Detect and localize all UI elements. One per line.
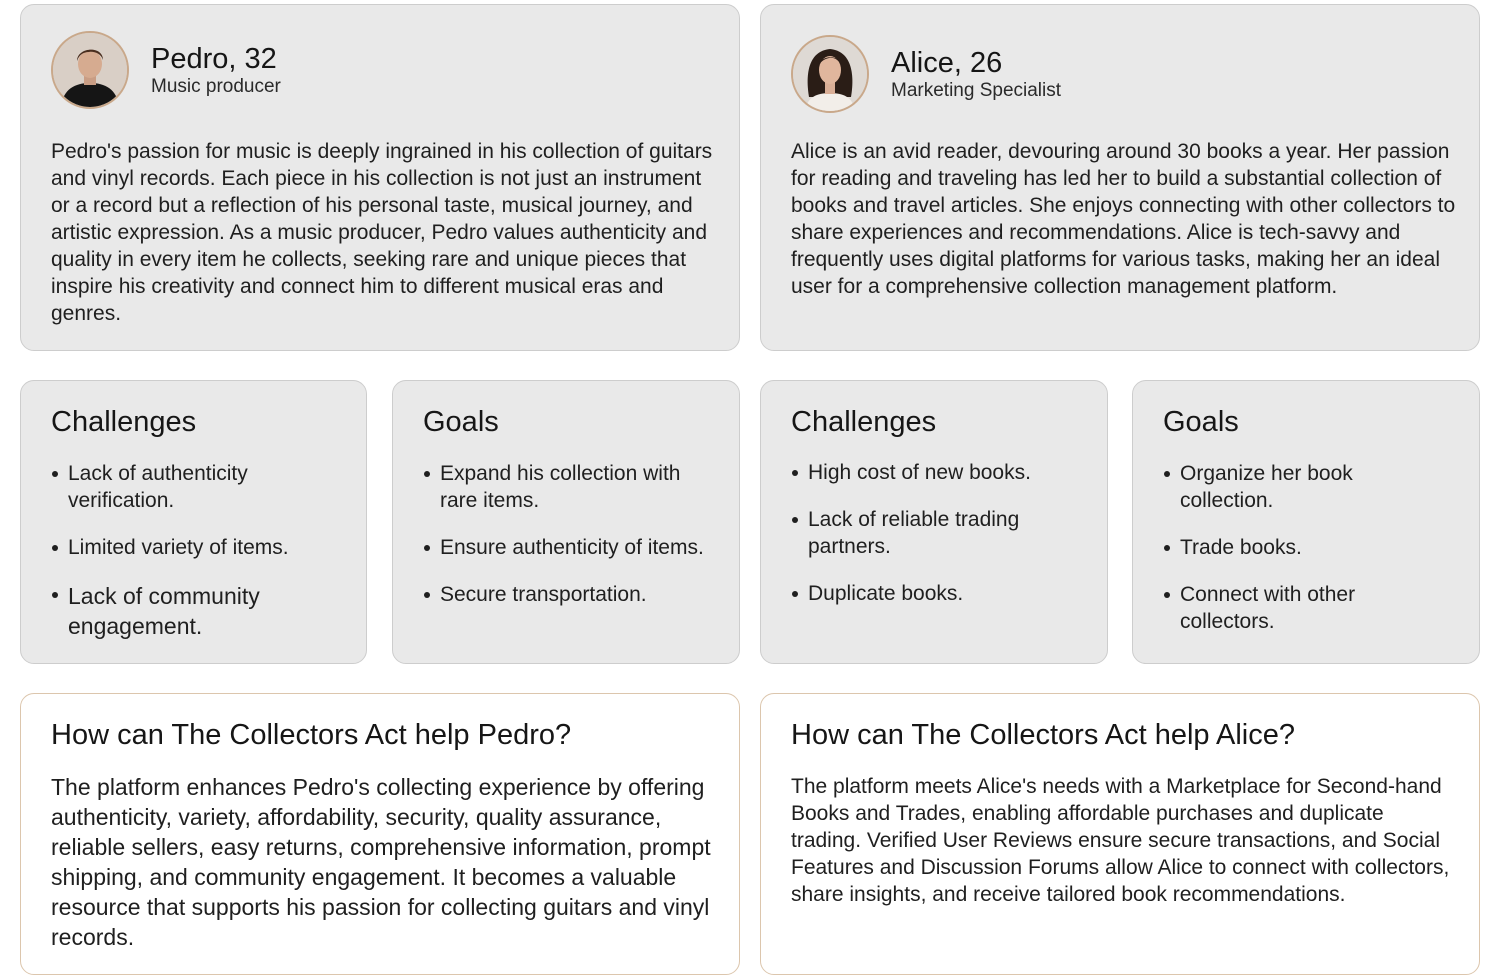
alice-profile-card bbox=[760, 4, 1480, 351]
persona-name: Alice, 26 bbox=[891, 46, 1003, 79]
pedro-name-block bbox=[151, 43, 281, 98]
challenges-title: Challenges bbox=[791, 406, 937, 438]
pedro-avatar bbox=[51, 31, 129, 109]
pedro-profile-card bbox=[20, 4, 740, 351]
persona-bio: Pedro's passion for music is deeply ingrained in his collection of guitars and vinyl records. Each piece in his collection is not just an instrument or a record but a reflection of his personal taste, musical journey, and artistic expression. As a music producer, Pedro values authenticity and quality in every item he collects, seeking rare and unique pieces that inspire his creativity and connect him to different musical eras and genres. bbox=[51, 140, 713, 325]
pedro-goals-card bbox=[392, 380, 740, 664]
help-text: The platform enhances Pedro's collecting experience by offering authenticity, variety, affordability, security, quality assurance, reliable sellers, easy returns, comprehensive information, prompt shipping, and community engagement. It becomes a valuable resource that supports his passion for collecting guitars and vinyl records. bbox=[51, 774, 711, 950]
alice-avatar-photo bbox=[793, 37, 867, 111]
persona-name: Pedro, 32 bbox=[151, 42, 277, 75]
list-item: Expand his collection with rare items. bbox=[423, 460, 729, 514]
alice-goals-card bbox=[1132, 380, 1480, 664]
persona-role: Marketing Specialist bbox=[891, 79, 1062, 101]
list-item: Lack of reliable trading partners. bbox=[791, 506, 1047, 560]
list-item: Lack of community engagement. bbox=[51, 581, 336, 641]
list-item: Duplicate books. bbox=[791, 580, 1047, 607]
help-title: How can The Collectors Act help Alice? bbox=[791, 719, 1296, 751]
alice-challenges-card bbox=[760, 380, 1108, 664]
alice-profile-header bbox=[791, 35, 1061, 113]
list-item: Organize her book collection. bbox=[1163, 460, 1379, 514]
challenges-list bbox=[791, 459, 1047, 627]
alice-help-card bbox=[760, 693, 1480, 975]
goals-list bbox=[1163, 460, 1379, 655]
challenges-list bbox=[51, 460, 336, 661]
list-item: Trade books. bbox=[1163, 534, 1379, 561]
list-item: High cost of new books. bbox=[791, 459, 1047, 486]
help-text: The platform meets Alice's needs with a Marketplace for Second-hand Books and Trades, enabling affordable purchases and duplicate trading. Verified User Reviews ensure secure transactions, and Social Features and Discussion Forums allow Alice to connect with collectors, share insights, and receive tailored book recommendations. bbox=[791, 775, 1450, 906]
list-item: Ensure authenticity of items. bbox=[423, 534, 729, 561]
list-item: Limited variety of items. bbox=[51, 534, 336, 561]
alice-name-block bbox=[891, 47, 1061, 102]
list-item: Lack of authenticity verification. bbox=[51, 460, 336, 514]
goals-title: Goals bbox=[423, 406, 499, 438]
goals-title: Goals bbox=[1163, 406, 1239, 438]
list-item: Connect with other collectors. bbox=[1163, 581, 1379, 635]
pedro-challenges-card bbox=[20, 380, 367, 664]
pedro-profile-header bbox=[51, 31, 281, 109]
help-title: How can The Collectors Act help Pedro? bbox=[51, 719, 572, 751]
pedro-help-card bbox=[20, 693, 740, 975]
persona-role: Music producer bbox=[151, 75, 281, 97]
list-item: Secure transportation. bbox=[423, 581, 729, 608]
challenges-title: Challenges bbox=[51, 406, 197, 438]
alice-avatar bbox=[791, 35, 869, 113]
persona-bio: Alice is an avid reader, devouring around 30 books a year. Her passion for reading and traveling has led her to build a substantial collection of books and travel articles. She enjoys connecting with other collectors to share experiences and recommendations. Alice is tech-savvy and frequently uses digital platforms for various tasks, making her an ideal user for a comprehensive collection management platform. bbox=[791, 140, 1456, 298]
pedro-avatar-photo bbox=[53, 33, 127, 107]
goals-list bbox=[423, 460, 729, 628]
